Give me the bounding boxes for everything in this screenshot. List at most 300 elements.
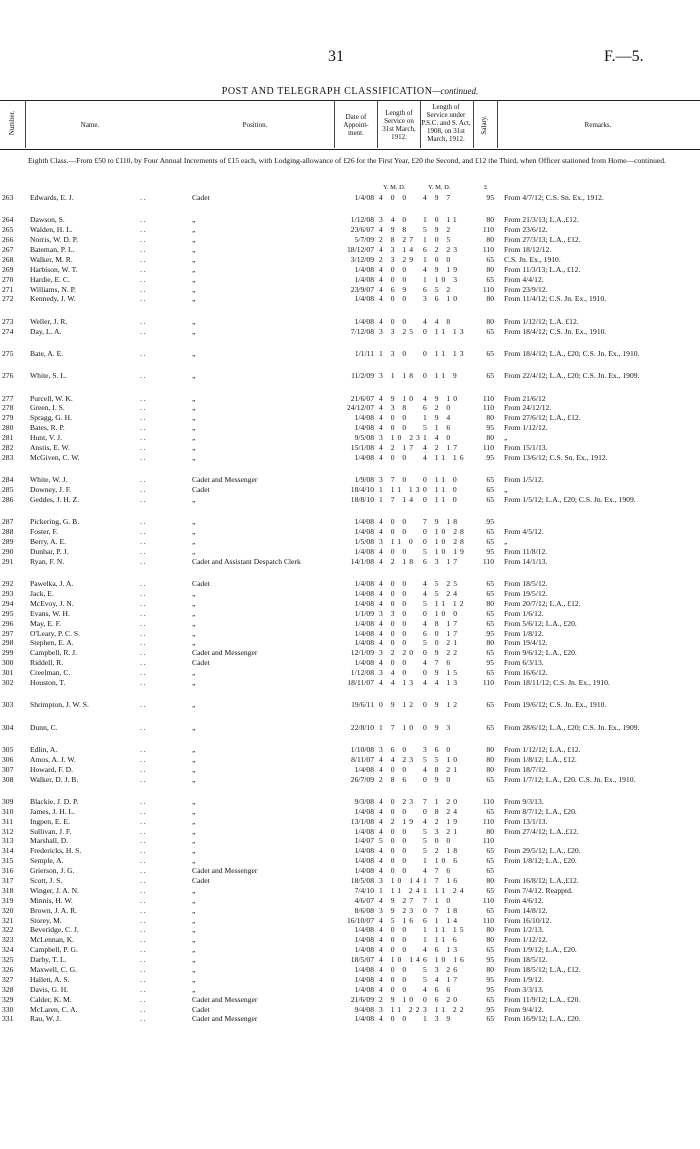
row-position: „ bbox=[192, 403, 196, 413]
table-row bbox=[0, 599, 700, 609]
row-service-1912: 4 0 0 bbox=[379, 945, 410, 955]
row-name: Green, I. S. bbox=[30, 403, 65, 413]
row-salary: 80 bbox=[486, 744, 494, 754]
leader-dots: . . bbox=[140, 326, 146, 336]
row-position: „ bbox=[192, 371, 196, 381]
row-service-1912: 4 4 23 bbox=[379, 754, 416, 764]
row-number: 310 bbox=[2, 806, 14, 816]
row-date: 1/5/08 bbox=[354, 537, 374, 546]
row-position: „ bbox=[192, 846, 196, 856]
row-service-psc: 5 4 17 bbox=[423, 974, 460, 984]
row-salary: 110 bbox=[482, 915, 494, 925]
table-row bbox=[0, 371, 700, 390]
header-date: Date of Appoint-ment. bbox=[343, 113, 369, 137]
row-service-psc: 5 9 2 bbox=[423, 225, 454, 235]
row-salary: 95 bbox=[486, 658, 494, 668]
row-number: 325 bbox=[2, 955, 14, 965]
row-service-1912: 2 8 27 bbox=[379, 235, 416, 245]
row-date: 1/4/08 bbox=[354, 452, 374, 462]
row-number: 304 bbox=[2, 722, 14, 732]
leader-dots: . . bbox=[140, 618, 146, 628]
row-remarks: From 27/3/13; L.A., £12. bbox=[504, 235, 581, 245]
row-date: 23/9/07 bbox=[350, 284, 374, 294]
row-name: Hardie, E. C. bbox=[30, 274, 70, 284]
row-service-psc: 4 6 6 bbox=[423, 984, 454, 994]
row-salary: 65 bbox=[486, 856, 494, 866]
table-row bbox=[0, 745, 700, 755]
row-service-1912: 2 3 29 bbox=[379, 254, 416, 264]
row-date: 1/4/08 bbox=[354, 517, 374, 527]
header-divider bbox=[377, 100, 378, 148]
row-name: Stephen, E. A. bbox=[30, 638, 74, 648]
row-salary: 80 bbox=[486, 764, 494, 774]
row-name: Pickering, G. B. bbox=[30, 517, 80, 527]
row-position: Cadet bbox=[192, 1004, 210, 1014]
row-service-psc: 1 9 4 bbox=[423, 413, 454, 423]
row-service-1912: 4 0 0 bbox=[379, 856, 410, 866]
row-number: 298 bbox=[2, 638, 14, 648]
row-number: 286 bbox=[2, 494, 14, 504]
table-row bbox=[0, 609, 700, 619]
row-date: 1/4/08 bbox=[354, 964, 374, 974]
row-position: Cadet and Messenger bbox=[192, 648, 258, 658]
row-date: 9/5/08 bbox=[354, 433, 374, 443]
row-position: „ bbox=[192, 722, 196, 732]
row-position: „ bbox=[192, 628, 196, 638]
row-date: 1/4/08 bbox=[354, 866, 374, 876]
row-name: Williams, N. P. bbox=[30, 284, 76, 294]
row-number: 270 bbox=[2, 274, 14, 284]
row-position: „ bbox=[192, 964, 196, 974]
leader-dots: . . bbox=[140, 264, 146, 274]
row-salary: 80 bbox=[486, 264, 494, 274]
row-name: Semple, A. bbox=[30, 856, 64, 866]
row-position: „ bbox=[192, 885, 196, 895]
row-service-psc: 3 11 22 bbox=[423, 1004, 467, 1014]
table-row bbox=[0, 1014, 700, 1024]
row-salary: 65 bbox=[486, 905, 494, 915]
row-date: 18/4/10 bbox=[350, 485, 374, 495]
row-name: Evans, W. H. bbox=[30, 608, 70, 618]
row-remarks: From 14/1/13. bbox=[504, 556, 548, 566]
table-row bbox=[0, 916, 700, 926]
table-row bbox=[0, 827, 700, 837]
row-service-psc: 4 11 16 bbox=[423, 452, 467, 462]
row-position: „ bbox=[192, 915, 196, 925]
row-service-psc: 0 9 0 bbox=[423, 774, 454, 784]
row-service-psc: 1 10 6 bbox=[423, 856, 460, 866]
row-remarks: From 1/8/12. bbox=[504, 628, 544, 638]
row-salary: 110 bbox=[482, 796, 494, 806]
row-service-psc: 4 5 24 bbox=[423, 588, 460, 598]
row-number: 309 bbox=[2, 796, 14, 806]
row-date: 14/1/08 bbox=[350, 556, 374, 566]
row-name: Maxwell, C. G. bbox=[30, 964, 78, 974]
row-position: „ bbox=[192, 393, 196, 403]
row-position: Cadet and Messenger bbox=[192, 866, 258, 876]
row-position: „ bbox=[192, 494, 196, 504]
table-row bbox=[0, 975, 700, 985]
row-position: „ bbox=[192, 244, 196, 254]
row-salary: 65 bbox=[486, 485, 494, 495]
table-row bbox=[0, 797, 700, 807]
row-remarks: From 4/5/12. bbox=[504, 527, 544, 537]
row-date: 18/12/07 bbox=[346, 244, 374, 254]
row-service-psc: 0 9 22 bbox=[423, 648, 460, 658]
row-service-psc: 4 9 19 bbox=[423, 264, 460, 274]
table-row bbox=[0, 589, 700, 599]
row-service-1912: 4 0 0 bbox=[379, 193, 410, 202]
leader-dots: . . bbox=[140, 294, 146, 304]
row-remarks: From 24/12/12. bbox=[504, 403, 552, 413]
row-salary: 65 bbox=[486, 494, 494, 504]
row-service-1912: 4 0 0 bbox=[379, 579, 410, 589]
row-number: 282 bbox=[2, 442, 14, 452]
row-number: 305 bbox=[2, 744, 14, 754]
row-date: 1/4/08 bbox=[354, 984, 374, 994]
leader-dots: . . bbox=[140, 537, 146, 546]
row-number: 269 bbox=[2, 264, 14, 274]
row-number: 302 bbox=[2, 677, 14, 687]
leader-dots: . . bbox=[140, 700, 146, 710]
row-service-1912: 3 10 23 bbox=[379, 433, 423, 443]
row-salary: 110 bbox=[482, 836, 494, 846]
row-date: 1/4/08 bbox=[354, 588, 374, 598]
row-name: Houston, T. bbox=[30, 677, 66, 687]
row-remarks: From 14/8/12. bbox=[504, 905, 548, 915]
row-salary: 65 bbox=[486, 537, 494, 546]
units-ymd-service: Y. M. D. bbox=[383, 184, 406, 191]
leader-dots: . . bbox=[140, 895, 146, 905]
row-salary: 95 bbox=[486, 452, 494, 462]
row-service-psc: 0 7 18 bbox=[423, 905, 460, 915]
leader-dots: . . bbox=[140, 193, 146, 202]
table-row bbox=[0, 453, 700, 472]
header-divider bbox=[420, 100, 421, 148]
table-row bbox=[0, 723, 700, 742]
table-row bbox=[0, 985, 700, 995]
row-service-psc: 1 11 6 bbox=[423, 935, 460, 945]
row-name: Walker, D. J. B. bbox=[30, 774, 79, 784]
header-name: Name. bbox=[80, 121, 100, 129]
row-service-1912: 4 0 0 bbox=[379, 806, 410, 816]
row-number: 285 bbox=[2, 485, 14, 495]
row-position: „ bbox=[192, 264, 196, 274]
row-service-1912: 4 0 0 bbox=[379, 517, 410, 527]
table-row bbox=[0, 403, 700, 413]
leader-dots: . . bbox=[140, 658, 146, 668]
row-number: 318 bbox=[2, 885, 14, 895]
row-service-psc: 4 4 8 bbox=[423, 316, 454, 326]
row-service-1912: 4 0 0 bbox=[379, 316, 410, 326]
row-number: 295 bbox=[2, 608, 14, 618]
row-date: 16/10/07 bbox=[346, 915, 374, 925]
leader-dots: . . bbox=[140, 598, 146, 608]
row-date: 8/11/07 bbox=[351, 754, 374, 764]
row-remarks: From 21/3/13; L.A.,£12. bbox=[504, 215, 579, 225]
row-salary: 65 bbox=[486, 700, 494, 710]
row-service-psc: 1 4 0 bbox=[423, 433, 454, 443]
leader-dots: . . bbox=[140, 1014, 146, 1024]
row-service-1912: 4 0 0 bbox=[379, 618, 410, 628]
row-service-psc: 3 6 10 bbox=[423, 294, 460, 304]
leader-dots: . . bbox=[140, 866, 146, 876]
leader-dots: . . bbox=[140, 764, 146, 774]
row-date: 1/4/08 bbox=[354, 598, 374, 608]
row-remarks: From 21/6/12 bbox=[504, 393, 546, 403]
row-name: Blackie, J. D. P. bbox=[30, 796, 79, 806]
header-divider bbox=[473, 100, 474, 148]
row-service-psc: 0 6 20 bbox=[423, 994, 460, 1004]
row-salary: 65 bbox=[486, 866, 494, 876]
row-position: „ bbox=[192, 546, 196, 556]
row-date: 7/12/08 bbox=[350, 326, 374, 336]
row-service-psc: 1 11 15 bbox=[423, 925, 467, 935]
row-number: 268 bbox=[2, 254, 14, 264]
row-name: Beveridge, C. J. bbox=[30, 925, 79, 935]
row-remarks: From 9/4/12. bbox=[504, 1004, 544, 1014]
table-row bbox=[0, 225, 700, 235]
row-name: Minnis, H. W. bbox=[30, 895, 73, 905]
row-name: McGiven, C. W. bbox=[30, 452, 80, 462]
row-name: Jack, E. bbox=[30, 588, 54, 598]
row-date: 9/3/08 bbox=[354, 796, 374, 806]
row-position: „ bbox=[192, 905, 196, 915]
row-salary: 80 bbox=[486, 925, 494, 935]
table-row bbox=[0, 896, 700, 906]
row-number: 311 bbox=[2, 816, 14, 826]
row-service-1912: 4 3 8 bbox=[379, 403, 410, 413]
row-service-psc: 5 11 12 bbox=[423, 598, 467, 608]
leader-dots: . . bbox=[140, 433, 146, 443]
row-service-psc: 4 2 19 bbox=[423, 816, 460, 826]
row-date: 8/6/08 bbox=[354, 905, 374, 915]
row-number: 328 bbox=[2, 984, 14, 994]
table-row bbox=[0, 255, 700, 265]
row-date: 7/4/10 bbox=[354, 885, 374, 895]
header-remarks: Remarks. bbox=[584, 121, 612, 129]
row-date: 1/1/09 bbox=[354, 608, 374, 618]
row-remarks: From 23/9/12. bbox=[504, 284, 548, 294]
row-position: „ bbox=[192, 527, 196, 537]
row-service-1912: 4 0 0 bbox=[379, 984, 410, 994]
leader-dots: . . bbox=[140, 442, 146, 452]
row-position: „ bbox=[192, 413, 196, 423]
row-service-psc: 5 2 18 bbox=[423, 846, 460, 856]
row-name: Bates, R. P. bbox=[30, 423, 65, 433]
row-service-psc: 6 3 17 bbox=[423, 556, 460, 566]
row-name: Dunbar, P. J. bbox=[30, 546, 69, 556]
row-service-psc: 1 0 0 bbox=[423, 254, 454, 264]
row-date: 1/9/08 bbox=[354, 475, 374, 485]
leader-dots: . . bbox=[140, 579, 146, 589]
leader-dots: . . bbox=[140, 915, 146, 925]
row-remarks: „ bbox=[504, 433, 508, 443]
row-salary: 80 bbox=[486, 215, 494, 225]
row-position: Cadet and Messenger bbox=[192, 475, 258, 485]
table-row bbox=[0, 317, 700, 327]
page-reference: F.—5. bbox=[604, 48, 644, 65]
row-position: „ bbox=[192, 677, 196, 687]
row-service-psc: 0 11 13 bbox=[423, 348, 467, 358]
row-name: Brown, J. A. R. bbox=[30, 905, 78, 915]
table-row bbox=[0, 423, 700, 433]
table-row bbox=[0, 995, 700, 1005]
row-name: Fredericks, H. S. bbox=[30, 846, 82, 856]
row-number: 331 bbox=[2, 1014, 14, 1024]
row-date: 18/8/10 bbox=[350, 494, 374, 504]
leader-dots: . . bbox=[140, 284, 146, 294]
leader-dots: . . bbox=[140, 935, 146, 945]
row-position: „ bbox=[192, 826, 196, 836]
row-number: 272 bbox=[2, 294, 14, 304]
row-service-1912: 4 5 16 bbox=[379, 915, 416, 925]
row-name: Bateman, P. L. bbox=[30, 244, 75, 254]
row-number: 273 bbox=[2, 316, 14, 326]
row-name: Kennedy, J. W. bbox=[30, 294, 76, 304]
table-row bbox=[0, 413, 700, 423]
row-service-psc: 5 3 21 bbox=[423, 826, 460, 836]
row-salary: 80 bbox=[486, 875, 494, 885]
row-salary: 65 bbox=[486, 254, 494, 264]
row-name: McLennan, K. bbox=[30, 935, 75, 945]
row-date: 26/7/09 bbox=[350, 774, 374, 784]
row-salary: 110 bbox=[482, 225, 494, 235]
row-salary: 95 bbox=[486, 193, 494, 202]
row-service-psc: 0 11 0 bbox=[423, 475, 460, 485]
row-salary: 80 bbox=[486, 316, 494, 326]
row-service-1912: 3 4 0 bbox=[379, 215, 410, 225]
row-service-1912: 4 0 0 bbox=[379, 974, 410, 984]
leader-dots: . . bbox=[140, 905, 146, 915]
row-service-psc: 4 4 13 bbox=[423, 677, 460, 687]
row-remarks: From 18/5/12. bbox=[504, 579, 548, 589]
row-number: 265 bbox=[2, 225, 14, 235]
row-number: 330 bbox=[2, 1004, 14, 1014]
row-salary: 80 bbox=[486, 964, 494, 974]
row-service-psc: 7 1 0 bbox=[423, 895, 454, 905]
row-date: 1/12/08 bbox=[350, 668, 374, 678]
row-remarks: From 13/1/13. bbox=[504, 816, 548, 826]
row-name: Ryan, F. N. bbox=[30, 556, 65, 566]
row-service-psc: 6 1 14 bbox=[423, 915, 460, 925]
row-service-1912: 4 0 0 bbox=[379, 527, 410, 537]
row-name: Downey, J. F. bbox=[30, 485, 72, 495]
row-number: 267 bbox=[2, 244, 14, 254]
row-position: „ bbox=[192, 215, 196, 225]
row-name: White, S. L. bbox=[30, 371, 67, 381]
row-service-1912: 3 10 14 bbox=[379, 875, 423, 885]
leader-dots: . . bbox=[140, 452, 146, 462]
row-service-1912: 4 0 0 bbox=[379, 935, 410, 945]
leader-dots: . . bbox=[140, 754, 146, 764]
row-date: 21/6/07 bbox=[350, 393, 374, 403]
table-row bbox=[0, 678, 700, 697]
row-service-1912: 4 0 0 bbox=[379, 638, 410, 648]
leader-dots: . . bbox=[140, 628, 146, 638]
row-remarks: From 1/2/13. bbox=[504, 925, 544, 935]
row-service-1912: 4 0 0 bbox=[379, 264, 410, 274]
row-name: Shrimpton, J. W. S. bbox=[30, 700, 89, 710]
row-date: 1/4/08 bbox=[354, 264, 374, 274]
row-service-psc: 1 11 24 bbox=[423, 885, 467, 895]
table-row bbox=[0, 394, 700, 404]
row-position: „ bbox=[192, 254, 196, 264]
row-date: 12/1/09 bbox=[350, 648, 374, 658]
row-service-1912: 3 6 0 bbox=[379, 744, 410, 754]
row-service-1912: 4 2 19 bbox=[379, 816, 416, 826]
row-date: 1/4/08 bbox=[354, 764, 374, 774]
leader-dots: . . bbox=[140, 274, 146, 284]
row-date: 1/12/08 bbox=[350, 215, 374, 225]
row-service-psc: 7 1 20 bbox=[423, 796, 460, 806]
leader-dots: . . bbox=[140, 225, 146, 235]
row-salary: 110 bbox=[482, 244, 494, 254]
leader-dots: . . bbox=[140, 423, 146, 433]
row-service-1912: 3 1 18 bbox=[379, 371, 416, 381]
row-remarks: From 15/1/13. bbox=[504, 442, 548, 452]
table-row bbox=[0, 836, 700, 846]
row-service-psc: 4 5 25 bbox=[423, 579, 460, 589]
table-row bbox=[0, 765, 700, 775]
row-position: „ bbox=[192, 974, 196, 984]
leader-dots: . . bbox=[140, 875, 146, 885]
leader-dots: . . bbox=[140, 316, 146, 326]
row-service-1912: 4 0 0 bbox=[379, 846, 410, 856]
row-position: „ bbox=[192, 764, 196, 774]
table-row bbox=[0, 886, 700, 896]
row-name: Purcell, W. K. bbox=[30, 393, 73, 403]
row-position: „ bbox=[192, 235, 196, 245]
row-salary: 80 bbox=[486, 433, 494, 443]
row-remarks: From 16/8/12; L.A.,£12. bbox=[504, 875, 579, 885]
row-name: Day, L. A. bbox=[30, 326, 62, 336]
header-service-psc: Length of Service under P.S.C. and S. Act, 1908, on 31st March, 1912. bbox=[421, 103, 471, 143]
table-row bbox=[0, 856, 700, 866]
row-remarks: From 27/4/12; L.A.,£12. bbox=[504, 826, 579, 836]
leader-dots: . . bbox=[140, 546, 146, 556]
row-position: „ bbox=[192, 294, 196, 304]
row-salary: 80 bbox=[486, 826, 494, 836]
row-name: Darby, T. L. bbox=[30, 955, 67, 965]
table-row bbox=[0, 668, 700, 678]
row-salary: 65 bbox=[486, 945, 494, 955]
row-name: Amos, A. J. W. bbox=[30, 754, 76, 764]
leader-dots: . . bbox=[140, 527, 146, 537]
row-service-psc: 4 7 6 bbox=[423, 866, 454, 876]
table-row bbox=[0, 517, 700, 527]
row-service-psc: 5 5 10 bbox=[423, 754, 460, 764]
row-date: 18/5/08 bbox=[350, 875, 374, 885]
row-remarks: From 1/8/12; L.A., £20. bbox=[504, 856, 577, 866]
row-salary: 95 bbox=[486, 984, 494, 994]
header-divider bbox=[497, 100, 498, 148]
table-row bbox=[0, 265, 700, 275]
leader-dots: . . bbox=[140, 556, 146, 566]
row-number: 317 bbox=[2, 875, 14, 885]
table-row bbox=[0, 294, 700, 313]
table-row bbox=[0, 906, 700, 916]
row-date: 1/4/08 bbox=[354, 527, 374, 537]
leader-dots: . . bbox=[140, 413, 146, 423]
table-row bbox=[0, 945, 700, 955]
row-salary: 95 bbox=[486, 974, 494, 984]
row-number: 307 bbox=[2, 764, 14, 774]
row-salary: 65 bbox=[486, 846, 494, 856]
table-row bbox=[0, 866, 700, 876]
row-service-psc: 4 9 7 bbox=[423, 193, 454, 202]
row-position: „ bbox=[192, 806, 196, 816]
